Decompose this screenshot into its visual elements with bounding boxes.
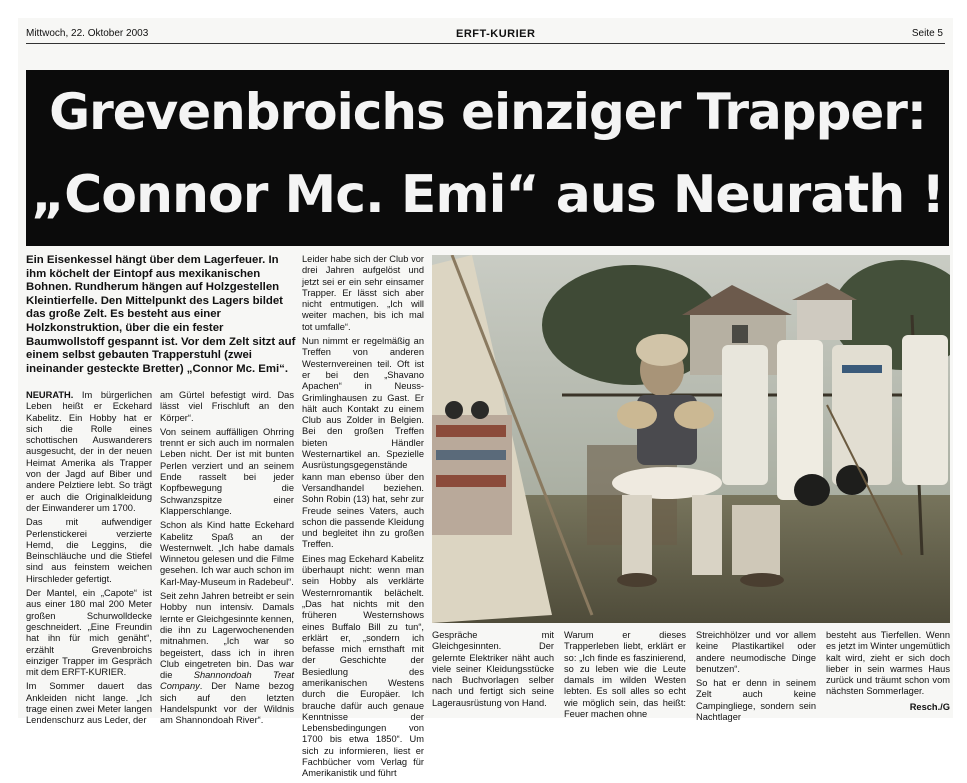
trapper-photo (432, 255, 950, 623)
author-signature: Resch./G (909, 701, 950, 712)
paragraph: Das mit aufwendiger Perlenstickerei verzierte Hemd, die Leggins, die Beinschläuche und die Stiefel sind aus feinstem weichen Hirschleder gefertigt. (26, 517, 152, 584)
paragraph: Nun nimmt er regelmäßig an Treffen von anderen Westernvereinen teil. Oft ist er bei den „Shavano Apachen“ in Neuss-Grimlinghausen zu Gast. Er hält auch Kontakt zu einem Club aus Zolder in Belgien. Bei den großen Treffen bieten Händler Westernartikel an. Spezielle Ausrüstungsgegenstände kann man ebenso über den Versandhandel beziehen. Sohn Robin (13) hat, sehr zur Freude seines Vaters, auch schon die passende Kleidung und begleitet ihn zu großen Treffen. (302, 336, 424, 550)
paragraph-text: . Der Name bezog sich auf den letzten Handelspunkt vor der Wildnis am Shannondoah River“. (160, 681, 294, 726)
article-column-4 (432, 630, 554, 712)
paragraph-text: Seit zehn Jahren betreibt er sein Hobby nun intensiv. Damals lernte er Gleichgesinnte kennen, die ihn zu Lagerwochenenden mitnahmen. „Ich war so begeistert, dass ich in ihren Club eingetreten bin. Das war die (160, 591, 294, 681)
paragraph: besteht aus Tierfellen. Wenn es jetzt im Winter ungemütlich kalt wird, zieht er sich doch lieber in sein warmes Haus zurück und träumt schon vom nächsten Sommerlager. (826, 630, 951, 697)
paragraph: Im Sommer dauert das Ankleiden nicht lange. „Ich trage einen zwei Meter langen Lendenschurz aus Leder, der (26, 681, 152, 726)
paragraph (160, 591, 294, 727)
paragraph: Warum er dieses Trapperleben liebt, erklärt er so: „Ich finde es faszinierend, so zu leben wie die Leute damals im wilden Westen lebten. Es soll alles so echt wie möglich sein, das heißt: Feuer machen ohne (564, 630, 686, 720)
paragraph: Leider habe sich der Club vor drei Jahren aufgelöst und jetzt sei er ein sehr einsamer Trapper. Er lässt sich aber nicht entmutigen. „Ich will weiter machen, bis ich mal tot umfalle“. (302, 254, 424, 332)
paragraph (26, 390, 152, 514)
dateline: NEURATH. (26, 390, 74, 400)
headline-line-1: Grevenbroichs einziger Trapper: (49, 83, 926, 141)
headline-line-2: „Connor Mc. Emi“ aus Neurath ! (30, 165, 945, 225)
paragraph: Streichhölzer und vor allem keine Plastikartikel oder andere neumodische Dinge benutzen“. (696, 630, 816, 674)
article-column-3 (302, 254, 424, 783)
headline-banner (26, 70, 949, 246)
article-column-1 (26, 390, 152, 730)
newspaper-page (18, 18, 953, 779)
paragraph: So hat er denn in seinem Zelt auch keine Campingliege, sondern sein Nachtlager (696, 678, 816, 723)
paragraph: Von seinem auffälligen Ohrring trennt er sich auch im normalen Leben nicht. Der ist mit bunten Perlen verziert und an seinem Ende rasselt bei jeder Kopfbewegung die Schwanzspitze einer Klapperschlange. (160, 426, 294, 516)
lead-paragraph: Ein Eisenkessel hängt über dem Lagerfeuer. In ihm köchelt der Eintopf aus mexikanischen Bohnen. Rundherum hängen auf Holzgestellen Kleintierfelle. Den Mittelpunkt des Lagers bildet das große Zelt. Es besteht aus einer Holzkonstruktion, über die ein fester Baumwollstoff gespannt ist. Vor dem Zelt sitzt auf einem selbst gebauten Trapperstuhl (zwei ineinander gesteckte Bretter) „Connor Mc. Emi“. (26, 254, 296, 375)
paragraph: Der Mantel, ein „Capote“ ist aus einer 180 mal 200 Meter großen Schurwolldecke geschneidert. „Eine Freundin hat ihn für mich genäht“, erzählt Grevenbroichs einziger Trapper im Gespräch mit dem ERFT-KURIER. (26, 588, 152, 678)
paragraph: Eines mag Eckehard Kabelitz überhaupt nicht: wenn man sein Hobby als verklärte Westernromantik belächelt. „Das hat nichts mit den früheren Westernshows eines Buffalo Bill zu tun“, erklärt er, „sondern ich befasse mich ernsthaft mit der Geschichte der Besiedlung des amerikanischen Westens durch die Europäer. Ich brauche dafür auch genaue Kenntnisse der Lebensbedingungen von 1700 bis etwa 1850“. Um sich zu informieren, liest er Fachbücher vom Verlag für Amerikanistik und führt (302, 553, 424, 779)
article-column-7 (826, 630, 950, 713)
club-name: Shannondoah Treat Company (160, 670, 294, 692)
paragraph: am Gürtel befestigt wird. Das lässt viel Frischluft an den Körper“. (160, 390, 294, 423)
article-column-5 (564, 630, 686, 723)
page-number: Seite 5 (911, 28, 943, 39)
trapper-camp-illustration (432, 255, 950, 623)
newspaper-name: ERFT-KURIER (456, 28, 536, 40)
article-column-6 (696, 630, 816, 726)
header-rule (26, 43, 945, 44)
issue-date: Mittwoch, 22. Oktober 2003 (26, 28, 149, 39)
paragraph: Schon als Kind hatte Eckehard Kabelitz Spaß an der Westernwelt. „Ich habe damals Winnetou gelesen und die Filme gesehen. Ich war auch schon im Karl-May-Museum in Radebeul“. (160, 520, 294, 587)
article-column-2 (160, 390, 294, 730)
paragraph-text: Im bürgerlichen Leben heißt er Eckehard Kabelitz. Ein Hobby hat er sich die Rolle eines schottischen Auswanderers ausgesucht, der in der neuen Heimat Amerika als Trapper von der Jagd auf Biber und andere Pelztiere lebt. So trägt er auch die Originalkleidung der Einwanderer um 1700. (26, 390, 152, 513)
paragraph: Gespräche mit Gleichgesinnten. Der gelernte Elektriker näht auch viele seiner Kleidungsstücke nach Buchvorlagen selber nach und fertigt sich seine Lagerausrüstung von Hand. (432, 630, 554, 708)
